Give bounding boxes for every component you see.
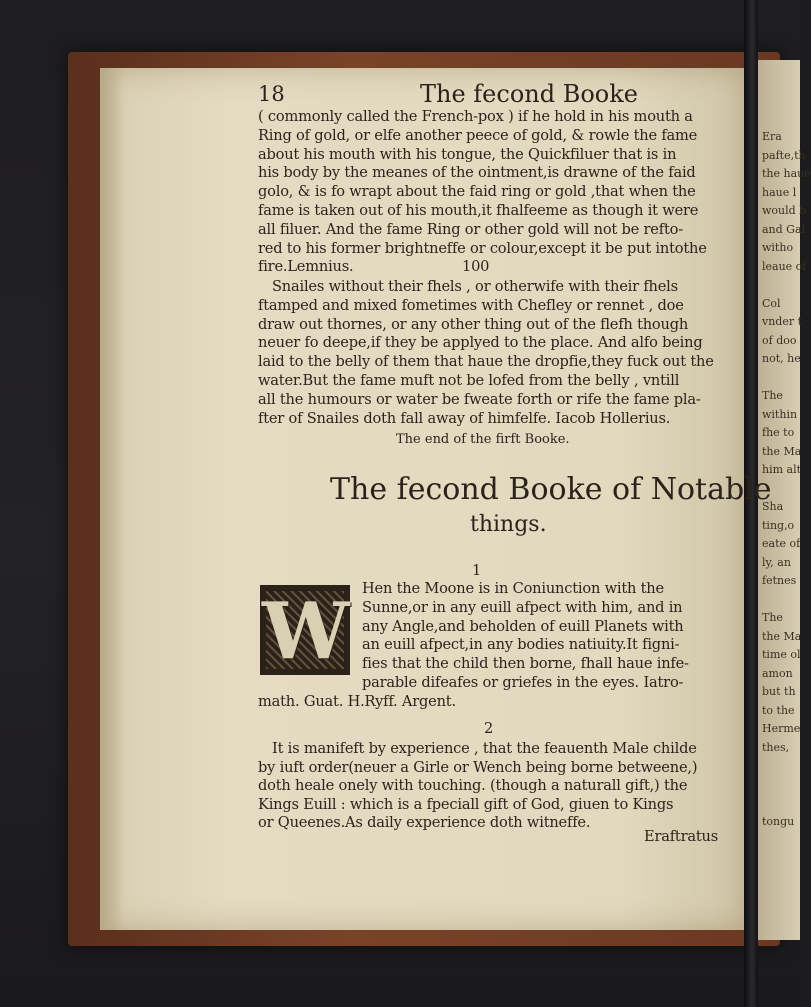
facing-page-line: haue l: [762, 185, 797, 199]
text-line: Sunne,or in any euill afpect with him, and in: [362, 598, 683, 616]
facing-page-line: pafte,th: [762, 148, 806, 162]
page-number: 18: [258, 82, 285, 106]
section-number-100: 100: [462, 258, 490, 275]
facing-page-line: Era: [762, 130, 782, 143]
text-line: or Queenes.As daily experience doth witneffe.: [258, 814, 591, 832]
text-line: doth heale onely with touching. (though a naturall gift,) the: [258, 777, 688, 795]
decorated-initial-w: [260, 585, 350, 675]
text-line: fies that the child then borne, fhall haue infe-: [362, 655, 689, 673]
initial-letter: W: [262, 586, 350, 677]
facing-page-line: the Ma: [762, 444, 802, 458]
facing-page-line: The: [762, 389, 783, 402]
facing-page-line: not, he: [762, 352, 801, 365]
facing-page-line: of doo: [762, 333, 797, 347]
text-line: Hen the Moone is in Coniunction with the: [362, 580, 664, 597]
facing-page-line: the haue: [762, 167, 811, 180]
facing-page-line: ting,o: [762, 518, 795, 532]
facing-page-line: time ol: [762, 648, 801, 661]
section-number-1: 1: [472, 562, 482, 579]
section-number-2: 2: [484, 720, 494, 737]
text-line: about his mouth with his tongue, the Quickfiluer that is in: [258, 145, 677, 163]
text-line: water.But the fame muft not be lofed from the belly , vntill: [258, 372, 680, 389]
facing-page-line: amon: [762, 666, 793, 680]
text-line: golo, & is fo wrapt about the faid ring or gold ,that when the: [258, 183, 696, 201]
text-line: an euill afpect,in any bodies natiuity.It figni-: [362, 636, 680, 654]
facing-page-line: Herme: [762, 722, 801, 735]
facing-page-line: leaue of: [762, 259, 807, 273]
text-line: his body by the meanes of the ointment,is drawne of the faid: [258, 164, 696, 182]
facing-page-line: him alt: [762, 463, 802, 476]
text-line: fire.Lemnius.: [258, 258, 354, 276]
text-line: by iuft order(neuer a Girle or Wench being borne betweene,): [258, 758, 698, 776]
page-edge-shadow: [100, 68, 124, 930]
facing-page-line: The: [762, 611, 783, 624]
running-title: The fecond Booke: [420, 80, 639, 108]
end-of-first-book-note: The end of the firft Booke.: [396, 432, 570, 447]
catchword: Eraftratus: [644, 828, 719, 845]
facing-page-line: tongu: [762, 814, 795, 828]
second-book-title-line-2: things.: [470, 512, 547, 537]
text-line: neuer fo deepe,if they be applyed to the place. And alfo being: [258, 334, 703, 352]
facing-page-line: Sha: [762, 500, 784, 513]
text-line: Snailes without their fhels , or otherwife with their fhels: [272, 278, 678, 295]
facing-page-line: Col: [762, 296, 781, 310]
facing-page-line: fetnes: [762, 574, 797, 587]
facing-page-line: to the: [762, 703, 795, 717]
facing-page-line: vnder t: [762, 315, 803, 328]
text-line: fter of Snailes doth fall away of himfelfe. Iacob Hollerius.: [258, 409, 671, 427]
facing-page-line: fhe to: [762, 426, 795, 439]
facing-page-line: thes,: [762, 740, 790, 754]
facing-page-line: would b: [762, 204, 807, 217]
facing-page-line: the Ma: [762, 629, 802, 643]
text-line: red to his former brightneffe or colour,except it be put intothe: [258, 239, 707, 257]
text-line: laid to the belly of them that haue the dropfie,they fuck out the: [258, 353, 714, 371]
text-line: parable difeafes or griefes in the eyes. Iatro-: [362, 674, 684, 691]
text-line: ( commonly called the French-pox ) if he hold in his mouth a: [258, 108, 693, 125]
text-line: any Angle,and beholden of euill Planets with: [362, 617, 684, 635]
text-line: fame is taken out of his mouth,it fhalfeeme as though it were: [258, 202, 699, 219]
text-line: all the humours or water be fweate forth or rife the fame pla-: [258, 390, 701, 408]
text-line: It is manifeft by experience , that the feauenth Male childe: [272, 740, 697, 757]
facing-page-line: eate of: [762, 537, 801, 550]
text-line: Kings Euill : which is a fpeciall gift of God, giuen to Kings: [258, 795, 674, 813]
text-line: ftamped and mixed fometimes with Chefley or rennet , doe: [258, 296, 684, 314]
facing-page-line: and Gal: [762, 222, 806, 236]
facing-page-line: witho: [762, 241, 794, 254]
text-line: math. Guat. H.Ryff. Argent.: [258, 692, 456, 710]
text-line: draw out thornes, or any other thing out of the flefh though: [258, 315, 689, 333]
text-line: all filuer. And the fame Ring or other gold will not be refto-: [258, 220, 683, 238]
facing-page-line: within: [762, 407, 798, 421]
facing-page-line: but th: [762, 685, 796, 698]
text-line: Ring of gold, or elfe another peece of gold, & rowle the fame: [258, 126, 698, 144]
second-book-title: The fecond Booke of Notable: [330, 472, 772, 507]
facing-page-line: ly, an: [762, 555, 791, 569]
